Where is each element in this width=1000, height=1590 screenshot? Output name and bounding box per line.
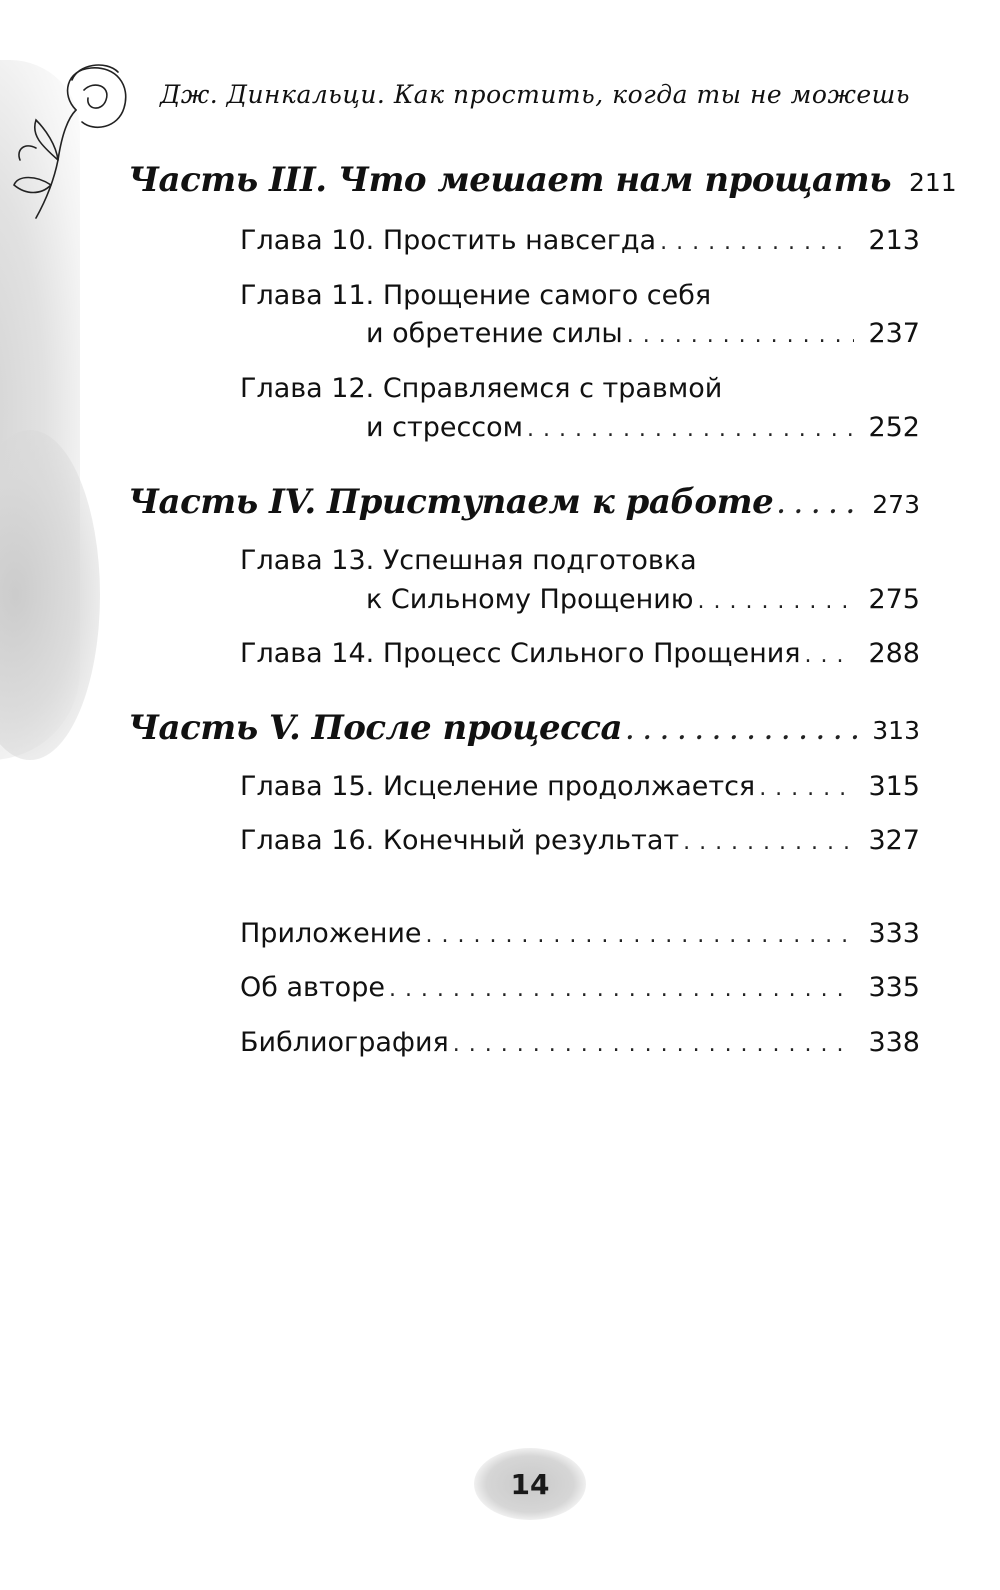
leader-dots <box>426 923 855 948</box>
leader-dots <box>805 643 855 668</box>
toc-chapter-13[interactable] <box>366 584 920 615</box>
leader-dots <box>626 719 858 745</box>
leader-dots <box>777 493 858 519</box>
toc-entry-page: 288 <box>868 638 920 669</box>
toc-entry-page: 211 <box>909 168 957 197</box>
leader-dots <box>627 323 855 348</box>
toc-appendix[interactable] <box>240 918 920 949</box>
toc-bibliography[interactable] <box>240 1027 920 1058</box>
toc-entry-page: 327 <box>868 825 920 856</box>
toc-entry-title: Приложение <box>240 918 422 949</box>
leader-dots <box>389 977 855 1002</box>
toc-entry-page: 273 <box>872 490 920 519</box>
toc-chapter-15[interactable] <box>240 771 920 802</box>
toc-entry-page: 338 <box>868 1027 920 1058</box>
toc-chapter-12-line1[interactable]: Глава 12. Справляемся с травмой <box>240 373 723 404</box>
toc-entry-page: 333 <box>868 918 920 949</box>
toc-entry-page: 252 <box>868 412 920 443</box>
leader-dots <box>527 417 854 442</box>
toc-entry-title: Часть V. После процесса <box>128 708 623 748</box>
toc-part-4[interactable] <box>128 482 920 522</box>
toc-entry-page: 335 <box>868 972 920 1003</box>
toc-about-author[interactable] <box>240 972 920 1003</box>
toc-entry-page: 313 <box>872 716 920 745</box>
toc-part-3[interactable] <box>128 160 957 200</box>
toc-chapter-14[interactable] <box>240 638 920 669</box>
toc-entry-page: 237 <box>868 318 920 349</box>
toc-part-5[interactable] <box>128 708 920 748</box>
page-number: 14 <box>474 1448 586 1520</box>
toc-entry-page: 213 <box>868 225 920 256</box>
leader-dots <box>660 230 854 255</box>
rose-illustration-icon <box>6 50 136 220</box>
leader-dots <box>453 1032 855 1057</box>
toc-entry-title: Глава 14. Процесс Сильного Прощения <box>240 638 801 669</box>
toc-chapter-16[interactable] <box>240 825 920 856</box>
toc-entry-title: Об авторе <box>240 972 385 1003</box>
toc-chapter-12[interactable] <box>366 412 920 443</box>
leader-dots <box>759 776 854 801</box>
toc-entry-title: Часть IV. Приступаем к работе <box>128 482 774 522</box>
toc-entry-title-continued: и обретение силы <box>366 318 623 349</box>
toc-chapter-13-line1[interactable]: Глава 13. Успешная подготовка <box>240 545 697 576</box>
decorative-watercolor-blob <box>0 430 100 760</box>
toc-entry-page: 315 <box>868 771 920 802</box>
toc-chapter-11-line1[interactable]: Глава 11. Прощение самого себя <box>240 280 712 311</box>
running-header: Дж. Динкальци. Как простить, когда ты не можешь <box>160 80 910 109</box>
leader-dots <box>698 589 855 614</box>
toc-entry-title-continued: и стрессом <box>366 412 524 443</box>
toc-entry-title: Часть III. Что мешает нам прощать <box>128 160 891 200</box>
toc-entry-title: Глава 15. Исцеление продолжается <box>240 771 756 802</box>
toc-chapter-10[interactable] <box>240 225 920 256</box>
toc-chapter-11[interactable] <box>366 318 920 349</box>
toc-entry-title: Глава 10. Простить навсегда <box>240 225 657 256</box>
toc-entry-title: Глава 16. Конечный результат <box>240 825 680 856</box>
toc-entry-title: Библиография <box>240 1027 449 1058</box>
leader-dots <box>683 830 854 855</box>
toc-entry-title-continued: к Сильному Прощению <box>366 584 694 615</box>
toc-entry-page: 275 <box>868 584 920 615</box>
